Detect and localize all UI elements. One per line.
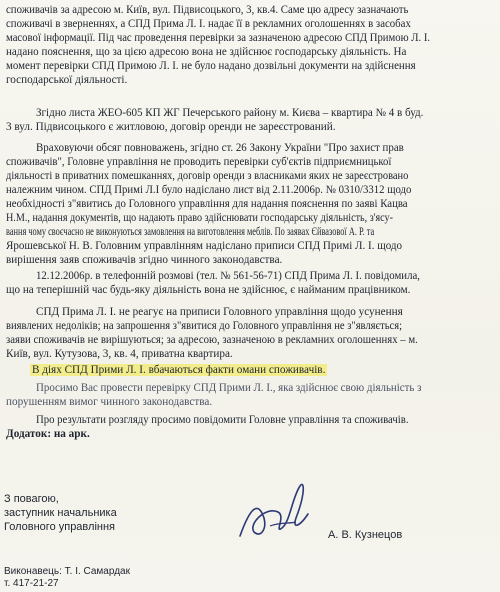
- text-line: Про результати розгляду просимо повідомити Головне управління та споживачів.: [36, 414, 409, 426]
- text-line: що на теперішній час будь-яку діяльність вона не здійснює, є найманим працівником.: [6, 284, 411, 296]
- text-line: Н.М., надання документів, що надають право здійснювати господарську діяльність, з'ясу-: [6, 212, 393, 224]
- regards-text: З повагою,: [4, 493, 59, 505]
- text-line: виявлених недоліків; на запрошення з"явитися до Головного управління не з"являється;: [6, 320, 403, 332]
- text-line: Просимо Вас провести перевірку СПД Прими Л. І., яка здійснює свою діяльність з: [36, 382, 422, 394]
- text-line: 12.12.2006р. в телефонній розмові (тел. № 561-56-71) СПД Прима Л. І. повідомила,: [36, 270, 420, 282]
- text-line: належним чином. СПД Примі Л.І було надіслано лист від 2.11.2006р. № 0310/3312 щодо: [6, 184, 412, 196]
- highlighted-line: [30, 363, 327, 377]
- text-line: надано пояснення, що за цією адресою вона не здійснює господарську діяльність. На: [6, 46, 407, 58]
- text-line: господарської діяльності.: [6, 74, 128, 86]
- text-line: порушенням вимог чинного законодавства.: [6, 396, 213, 408]
- text-line: діяльності в приватних помешканнях, договір оренди з власниками яких не зареєстровано: [6, 170, 409, 182]
- position-line-1: заступник начальника: [4, 507, 117, 519]
- text-line: Враховуючи обсяг повноважень, згідно ст. 26 Закону України "Про захист прав: [36, 142, 404, 154]
- highlight-marker: В діях СПД Прими Л. І. вбачаються факти омани споживачів.: [32, 364, 326, 376]
- signer-name: А. В. Кузнецов: [328, 529, 403, 541]
- handwritten-signature: [230, 478, 320, 548]
- text-line: заяви споживачів не вирішуються; за адресою, зазначеною в рекламних оголошеннях – м.: [6, 334, 418, 346]
- text-line: СПД Прима Л. І. не реагує на приписи Головного управління щодо усунення: [36, 306, 403, 318]
- executor-name: Виконавець: Т. І. Самардак: [4, 566, 130, 577]
- text-line: Згідно листа ЖЕО-605 КП ЖГ Печерського району м. Києва – квартира № 4 в буд.: [36, 107, 424, 119]
- text-line: Київ, вул. Кутузова, 3, кв. 4, приватна квартира.: [6, 348, 233, 360]
- text-line: необхідності з"явитись до Головного управління для надання пояснення по заяві Кацва: [6, 198, 408, 210]
- position-line-2: Головного управління: [4, 521, 115, 533]
- text-line: масової інформації. Під час проведення перевірки за зазначеною адресою СПД Примою Л. І.: [6, 32, 431, 44]
- executor-phone: т. 417-21-27: [4, 578, 59, 589]
- attachment-line: Додаток: на арк.: [6, 428, 90, 440]
- text-line: споживачів за адресою м. Київ, вул. Підвисоцького, 3, кв.4. Саме цю адресу зазначають: [6, 4, 409, 16]
- text-line: Ярошевської Н. В. Головним управлінням надіслано приписи СПД Примі Л. І. щодо: [6, 240, 403, 252]
- text-line: споживачів", Головне управління не проводить перевірки суб'єктів підприємницької: [6, 156, 392, 168]
- text-line: 3 вул. Підвисоцького є житловою, договір оренди не зареєстрований.: [6, 121, 336, 133]
- text-line: вирішення заяв споживачів згідно чинного законодавства.: [6, 254, 283, 266]
- text-line: споживачі в зверненнях, а СПД Прима Л. І. надає її в рекламних оголошеннях в засобах: [6, 18, 411, 30]
- text-line: вання чому своєчасно не виконуються замовлення на виготовлення меблів. По заявах Єйвазової А. Р. та: [6, 226, 375, 238]
- text-line: момент перевірки СПД Примою Л. І. не було надано дозвільні документи на здійснення: [6, 60, 416, 72]
